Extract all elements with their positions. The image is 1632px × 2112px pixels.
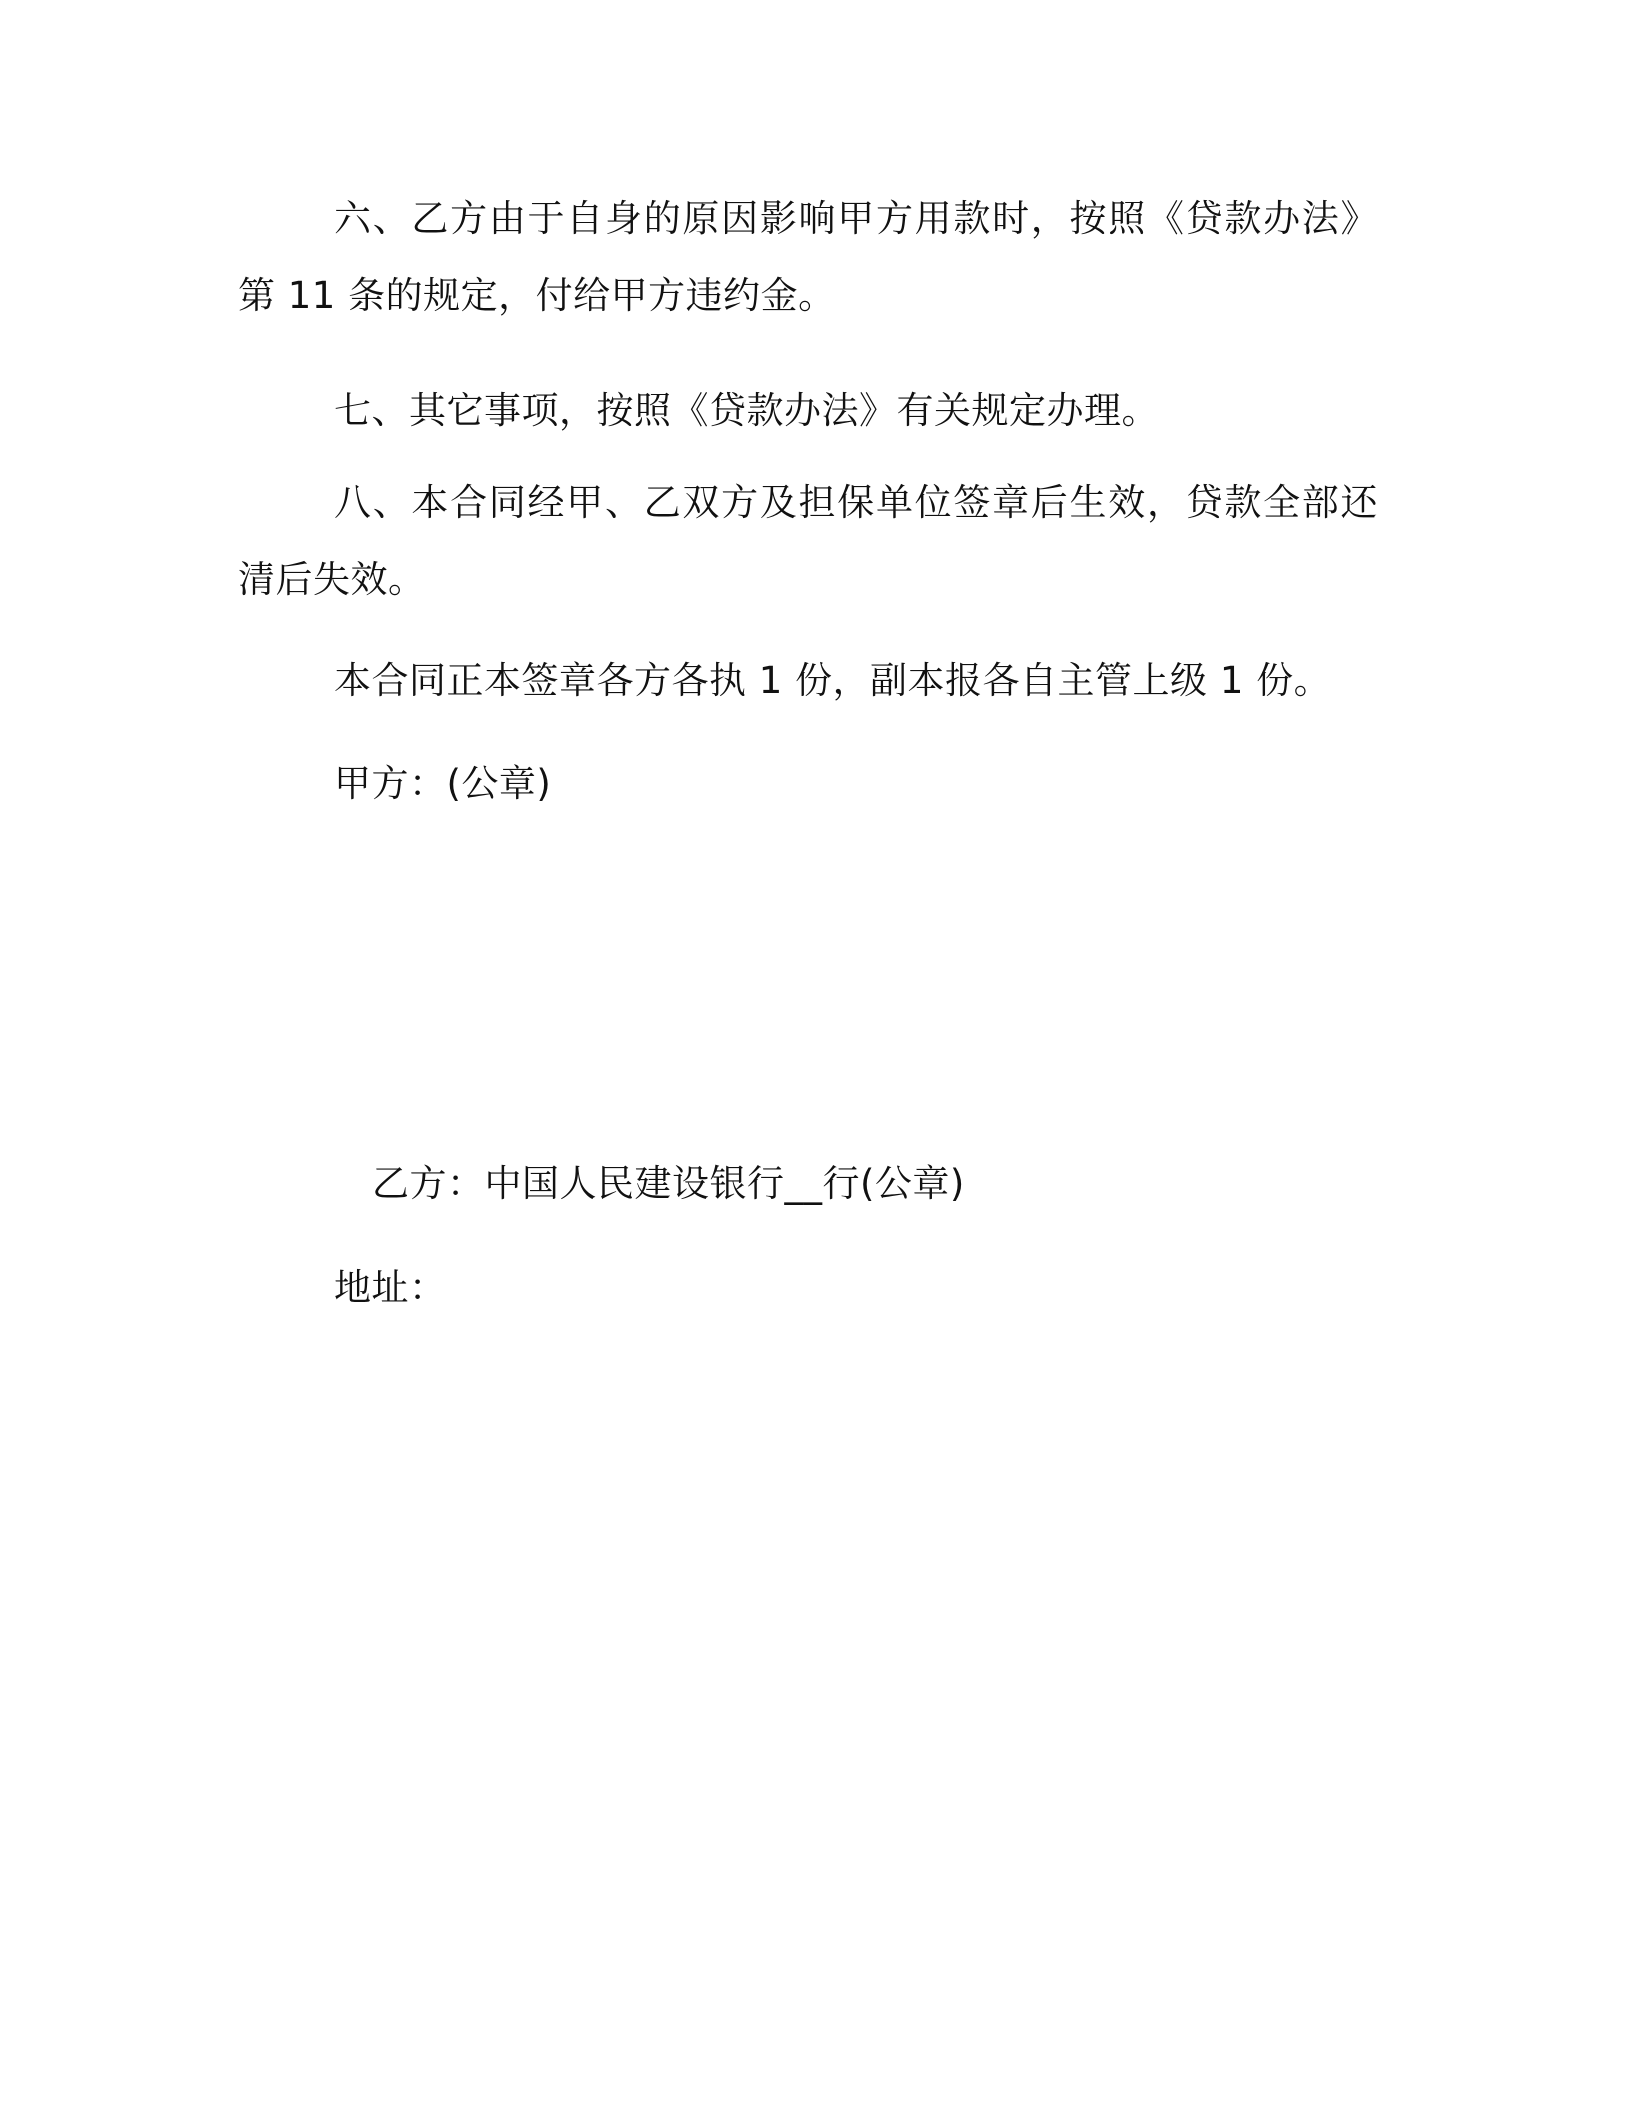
copies-note: 本合同正本签章各方各执 1 份，副本报各自主管上级 1 份。 bbox=[334, 659, 1332, 702]
clause-8: 八、本合同经甲、乙双方及担保单位签章后生效，贷款全部还清后失效。 bbox=[238, 481, 1378, 601]
party-b-signature: 乙方：中国人民建设银行__行(公章) bbox=[372, 1162, 965, 1205]
clause-6: 六、乙方由于自身的原因影响甲方用款时，按照《贷款办法》第 11 条的规定，付给甲方违约金。 bbox=[238, 197, 1378, 317]
address-label: 地址： bbox=[334, 1266, 447, 1309]
party-a-signature: 甲方：(公章) bbox=[334, 762, 552, 805]
clause-7: 七、其它事项，按照《贷款办法》有关规定办理。 bbox=[334, 389, 1159, 432]
